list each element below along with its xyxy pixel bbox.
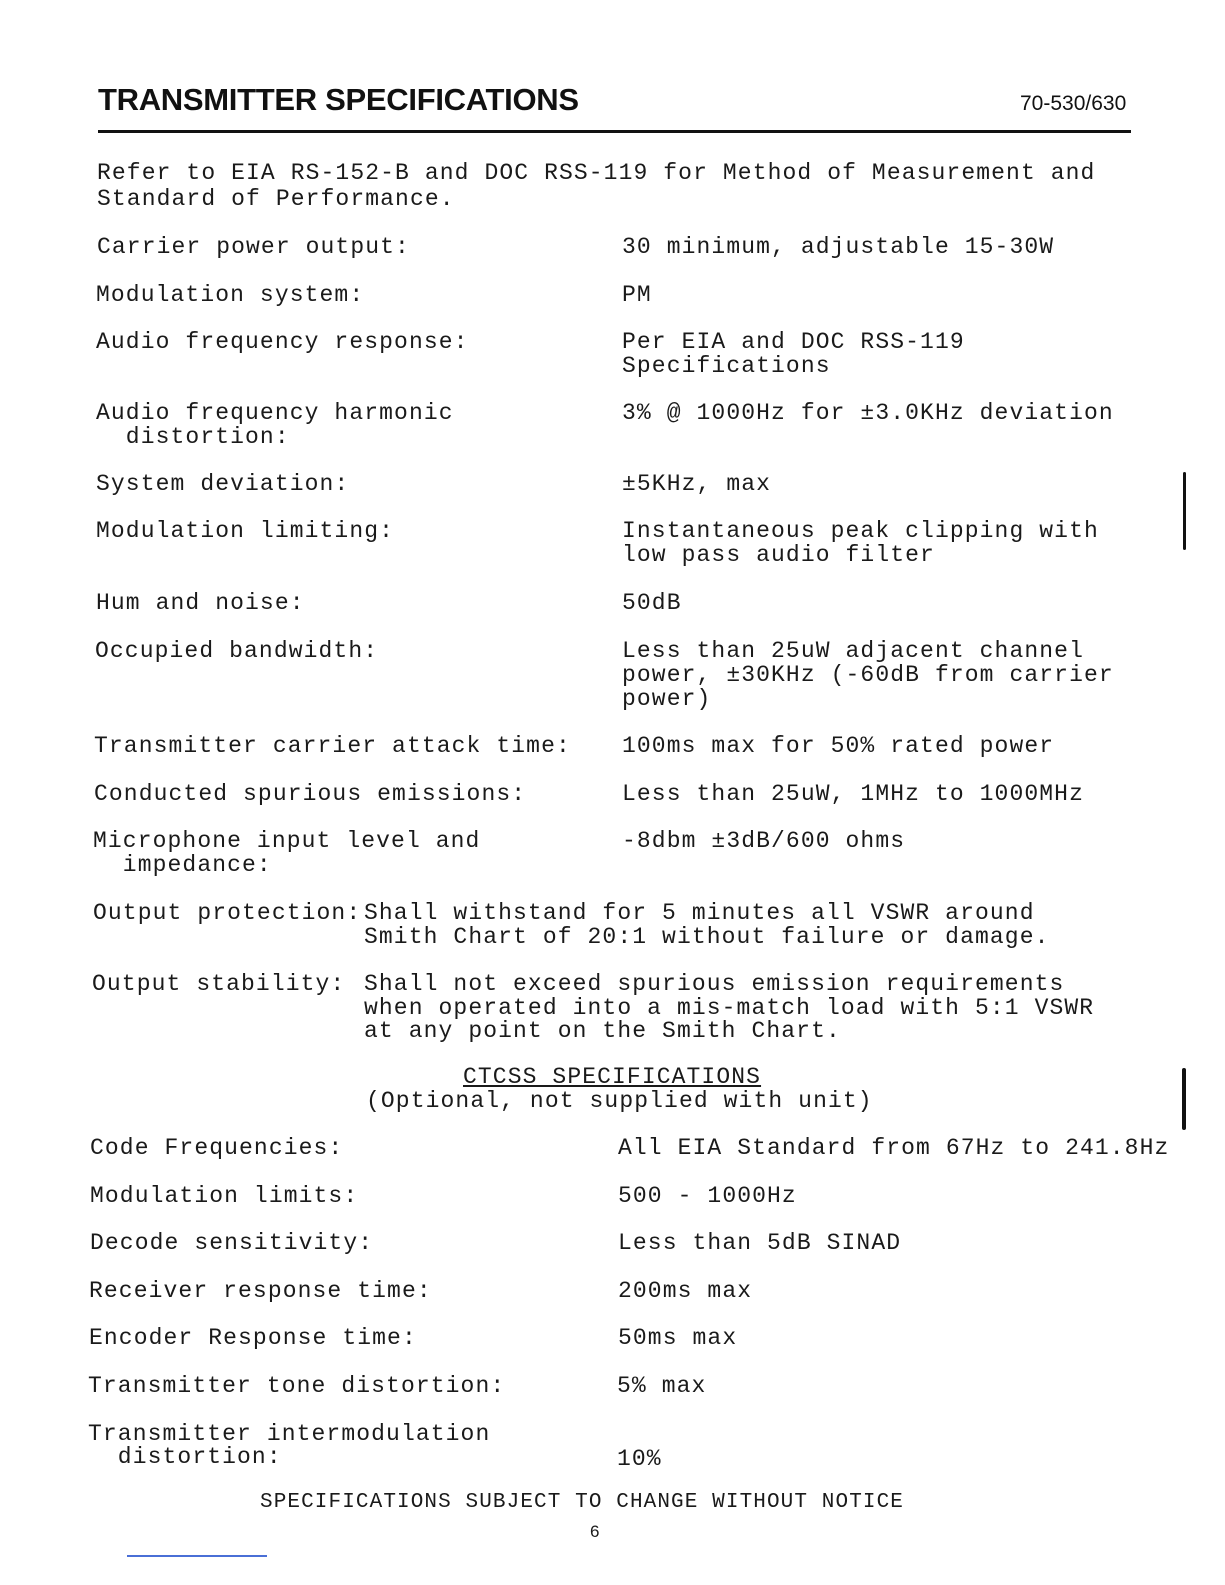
output-stability-value: when operated into a mis-match load with 5:1 VSWR: [364, 995, 1095, 1021]
spec-value: Less than 25uW, 1MHz to 1000MHz: [622, 781, 1084, 807]
ctcss-value: 500 - 1000Hz: [618, 1183, 797, 1209]
ctcss-label: Transmitter tone distortion:: [88, 1373, 506, 1399]
spec-label: Microphone input level and: [93, 828, 481, 854]
spec-value: 30 minimum, adjustable 15-30W: [622, 234, 1055, 260]
ctcss-value: 200ms max: [618, 1278, 753, 1304]
spec-value: Instantaneous peak clipping with: [622, 518, 1099, 544]
spec-label: Hum and noise:: [96, 590, 305, 616]
ctcss-heading: CTCSS SPECIFICATIONS: [463, 1064, 762, 1090]
ctcss-label: Decode sensitivity:: [90, 1230, 374, 1256]
output-stability-label: Output stability:: [92, 971, 346, 997]
spec-value: power, ±30KHz (-60dB from carrier: [622, 662, 1114, 688]
spec-value: -8dbm ±3dB/600 ohms: [622, 828, 906, 854]
scan-mark: [1183, 472, 1186, 550]
output-protection-label: Output protection:: [93, 900, 362, 926]
ctcss-label: distortion:: [88, 1444, 282, 1470]
output-protection-value: Shall withstand for 5 minutes all VSWR around: [364, 900, 1035, 926]
spec-value: ±5KHz, max: [622, 471, 772, 497]
spec-value: low pass audio filter: [622, 542, 935, 568]
spec-label: distortion:: [96, 424, 290, 450]
footer-notice: SPECIFICATIONS SUBJECT TO CHANGE WITHOUT NOTICE: [260, 1491, 904, 1514]
page-title: TRANSMITTER SPECIFICATIONS: [98, 82, 579, 117]
spec-label: Modulation system:: [96, 282, 365, 308]
spec-value: 100ms max for 50% rated power: [622, 733, 1055, 759]
spec-label: Occupied bandwidth:: [95, 638, 379, 664]
ctcss-value: Less than 5dB SINAD: [618, 1230, 902, 1256]
ctcss-value: 5% max: [617, 1373, 707, 1399]
spec-label: Audio frequency response:: [96, 329, 469, 355]
spec-label: Modulation limiting:: [96, 518, 395, 544]
ctcss-label: Modulation limits:: [90, 1183, 359, 1209]
spec-value: 3% @ 1000Hz for ±3.0KHz deviation: [622, 400, 1114, 426]
ctcss-label: Receiver response time:: [89, 1278, 432, 1304]
output-protection-value: Smith Chart of 20:1 without failure or damage.: [364, 924, 1050, 950]
scan-mark: [1182, 1068, 1186, 1130]
spec-value: 50dB: [622, 590, 682, 616]
spec-value: Specifications: [622, 353, 831, 379]
spec-label: Carrier power output:: [97, 234, 410, 260]
output-stability-value: Shall not exceed spurious emission requirements: [364, 971, 1065, 997]
spec-value: PM: [622, 282, 652, 308]
spec-label: Audio frequency harmonic: [96, 400, 454, 426]
spec-label: System deviation:: [96, 471, 350, 497]
header-rule: [98, 130, 1131, 133]
intro-line-1: Refer to EIA RS-152-B and DOC RSS-119 for Method of Measurement and: [97, 160, 1096, 186]
spec-label: impedance:: [93, 852, 272, 878]
spec-value: Less than 25uW adjacent channel: [622, 638, 1084, 664]
ctcss-label: Transmitter intermodulation: [88, 1421, 491, 1447]
spec-label: Transmitter carrier attack time:: [94, 733, 571, 759]
ctcss-value: All EIA Standard from 67Hz to 241.8Hz: [618, 1135, 1170, 1161]
spec-label: Conducted spurious emissions:: [94, 781, 527, 807]
ctcss-label: Code Frequencies:: [90, 1135, 344, 1161]
footer-underline: [127, 1555, 267, 1557]
output-stability-value: at any point on the Smith Chart.: [364, 1018, 841, 1044]
document-number: 70-530/630: [1020, 92, 1127, 115]
spec-value: power): [622, 686, 712, 712]
intro-line-2: Standard of Performance.: [97, 186, 455, 212]
page-number: 6: [590, 1522, 600, 1541]
ctcss-value: 50ms max: [618, 1325, 738, 1351]
spec-value: Per EIA and DOC RSS-119: [622, 329, 965, 355]
ctcss-subheading: (Optional, not supplied with unit): [366, 1088, 873, 1114]
ctcss-value: 10%: [617, 1446, 662, 1472]
ctcss-label: Encoder Response time:: [89, 1325, 417, 1351]
